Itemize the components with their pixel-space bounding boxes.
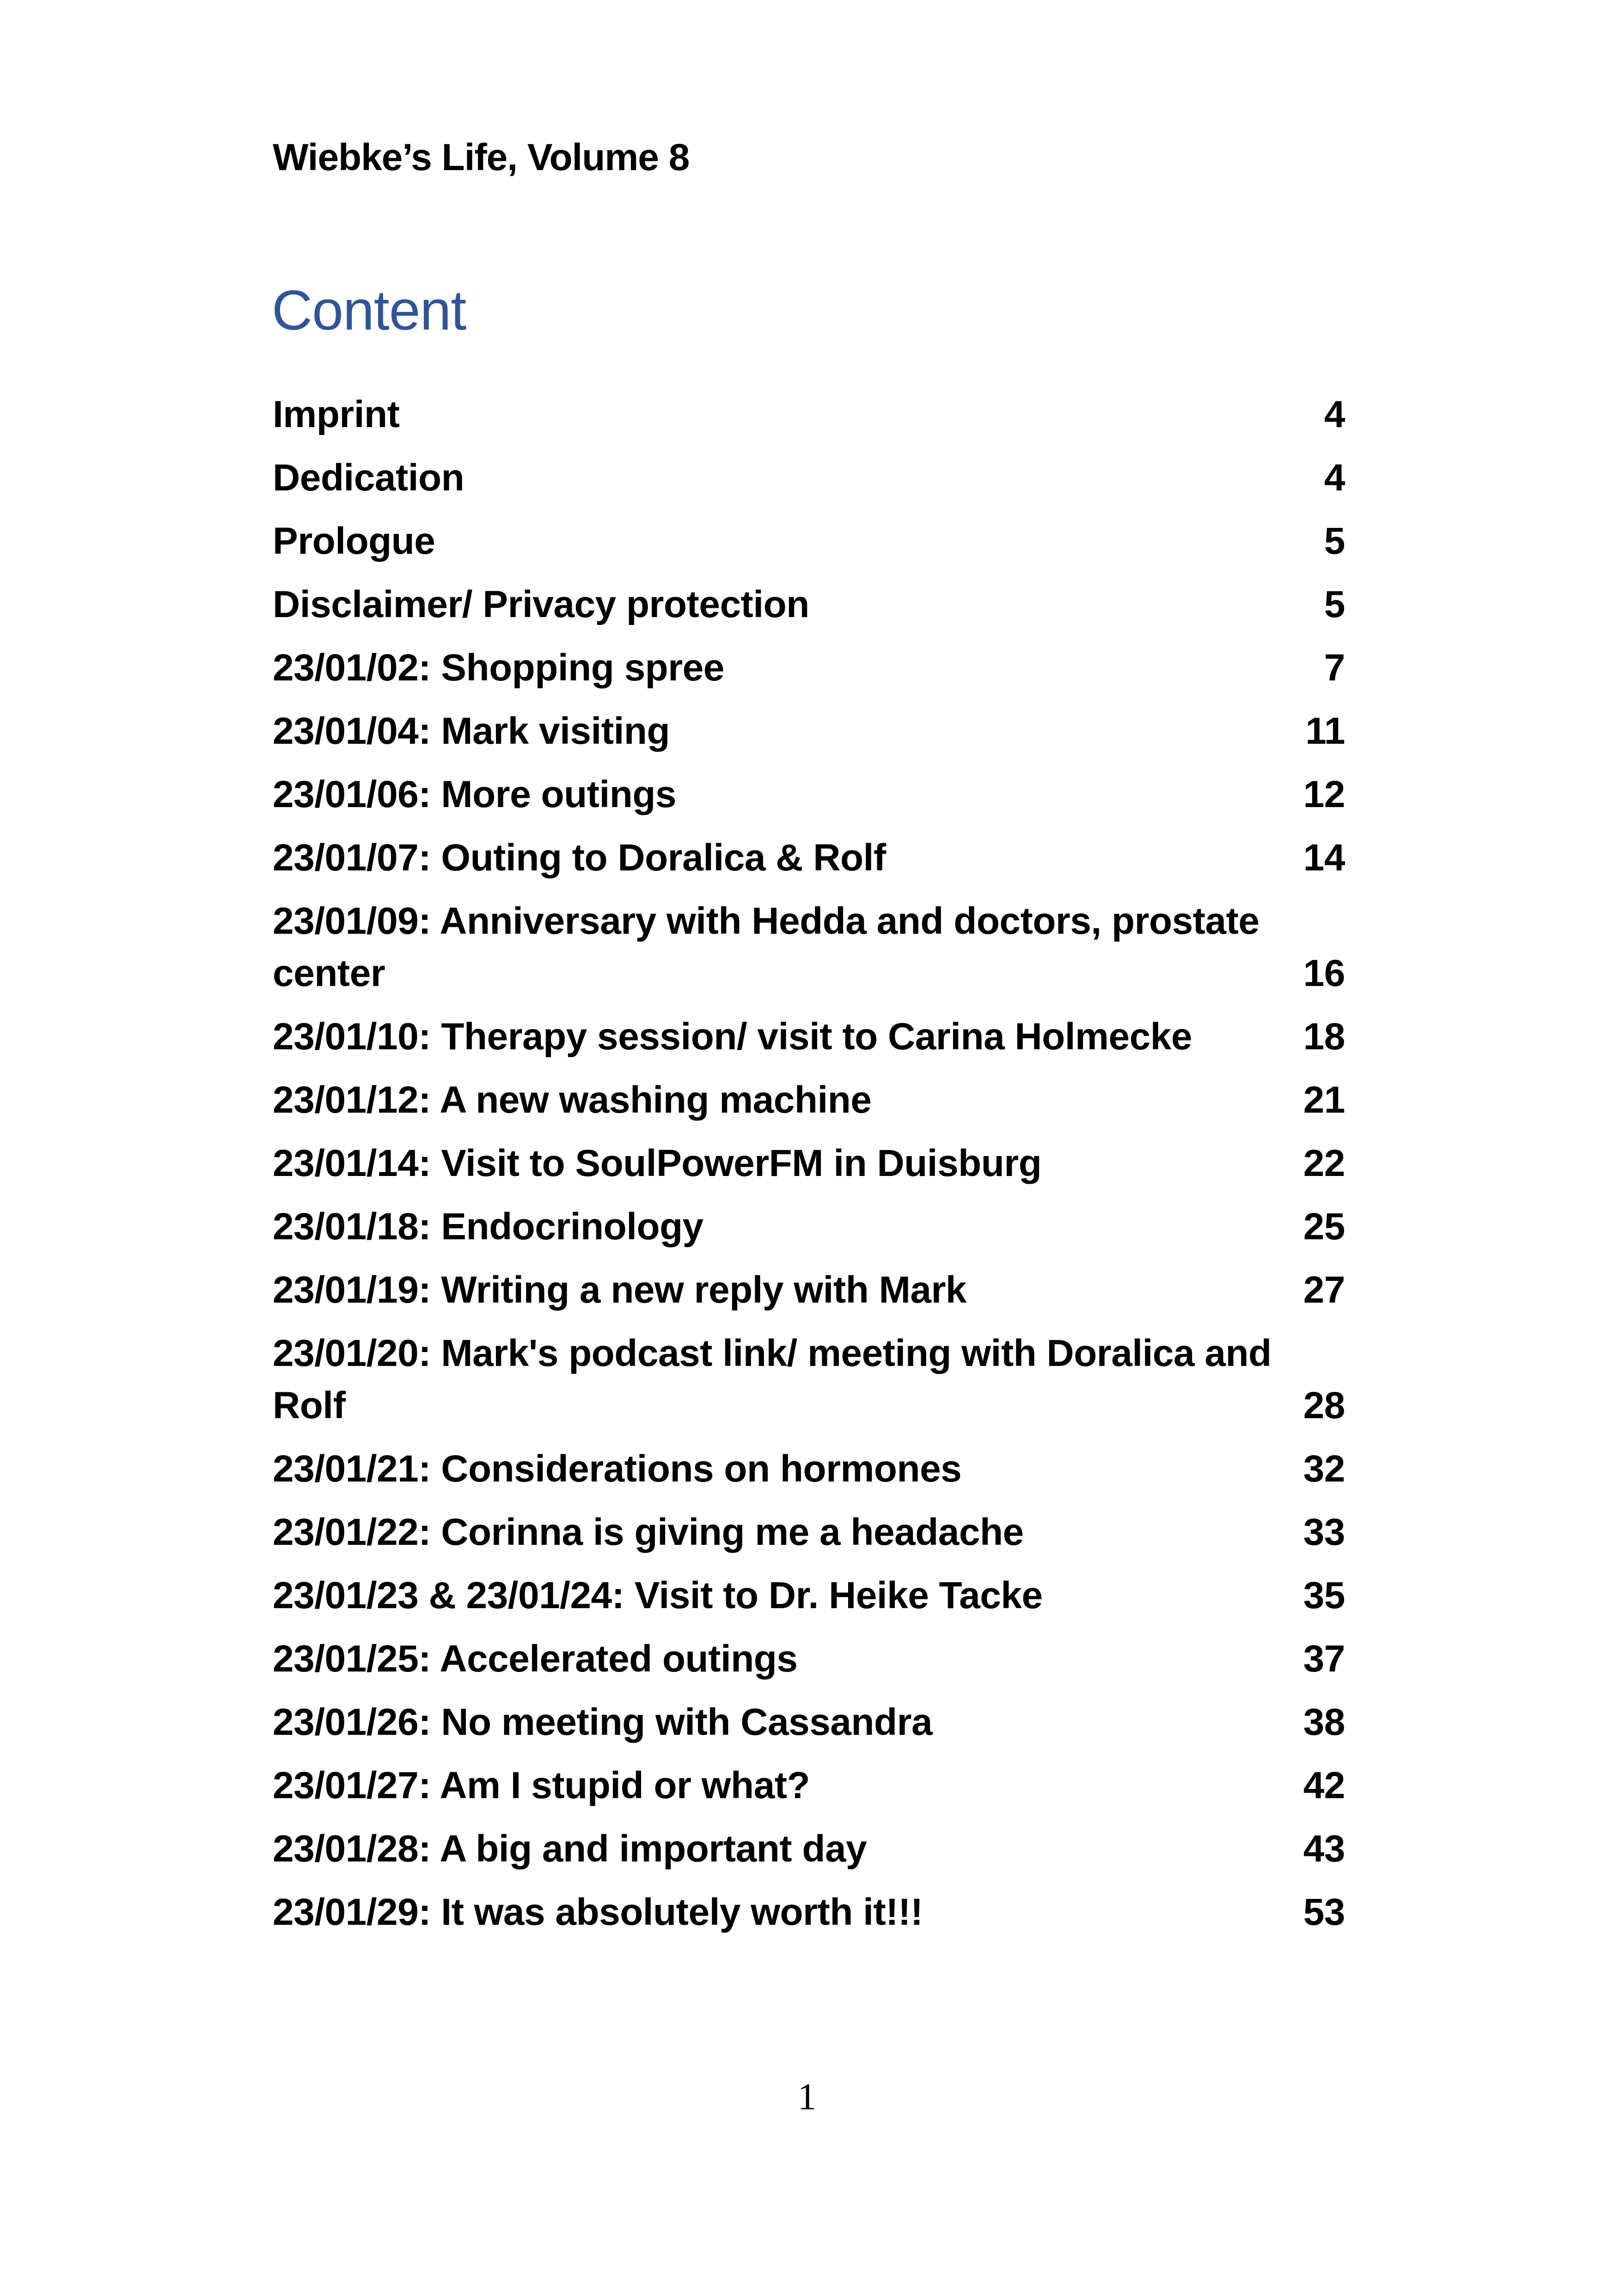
toc-entry[interactable]: [273, 578, 1345, 631]
toc-entry-label: 23/01/09: Anniversary with Hedda and doctors, prostate center: [273, 900, 1259, 994]
toc-entry[interactable]: [273, 515, 1345, 567]
toc-entry-label: 23/01/21: Considerations on hormones: [273, 1448, 962, 1490]
toc-entry-page: 11: [1305, 710, 1345, 752]
toc-entry-page: 25: [1303, 1206, 1345, 1248]
toc-entry-label: 23/01/22: Corinna is giving me a headache: [273, 1511, 1024, 1553]
toc-entry-label: 23/01/29: It was absolutely worth it!!!: [273, 1891, 923, 1933]
book-title: Wiebke’s Life, Volume 8: [273, 136, 690, 178]
toc-entry-page: 43: [1303, 1828, 1345, 1870]
page-number: 1: [797, 2076, 817, 2118]
toc-entry[interactable]: [273, 452, 1345, 504]
toc-entry-page: 4: [1324, 457, 1345, 499]
toc-entry-page: 21: [1303, 1079, 1345, 1121]
toc-entry-label: 23/01/14: Visit to SoulPowerFM in Duisburg: [273, 1142, 1042, 1184]
toc-entry[interactable]: [273, 832, 1345, 884]
toc-entry-page: 5: [1324, 583, 1345, 625]
toc-entry[interactable]: [273, 1569, 1345, 1622]
toc-entry-label: 23/01/04: Mark visiting: [273, 710, 670, 752]
toc-entry-label: 23/01/27: Am I stupid or what?: [273, 1764, 810, 1806]
toc-entry-page: 37: [1303, 1638, 1345, 1680]
toc-entry-label: 23/01/12: A new washing machine: [273, 1079, 872, 1121]
toc-entry[interactable]: [273, 1010, 1345, 1063]
toc-entry-label: 23/01/18: Endocrinology: [273, 1206, 703, 1248]
toc-entry[interactable]: [273, 1137, 1345, 1189]
toc-entry-label: Prologue: [273, 520, 435, 562]
toc-entry[interactable]: [273, 1759, 1345, 1812]
toc-entry-page: 4: [1324, 393, 1345, 435]
toc-entry[interactable]: [273, 642, 1345, 694]
toc-entry-page: 53: [1303, 1891, 1345, 1933]
toc-entry-label: Imprint: [273, 393, 400, 435]
toc-entry-page: 14: [1303, 837, 1345, 879]
toc-entry-label: 23/01/06: More outings: [273, 773, 677, 815]
toc-entry-label: Dedication: [273, 457, 465, 499]
toc-entry[interactable]: [273, 1443, 1345, 1495]
toc-entry-label: 23/01/20: Mark's podcast link/ meeting with Doralica and Rolf: [273, 1332, 1272, 1427]
toc-entry-page: 38: [1303, 1701, 1345, 1743]
toc-entry[interactable]: [273, 1506, 1345, 1558]
toc-entry-page: 35: [1303, 1574, 1345, 1616]
toc-entry[interactable]: [273, 768, 1345, 820]
toc-entry[interactable]: [273, 1264, 1345, 1316]
toc-entry-page: 22: [1303, 1142, 1345, 1184]
toc-entry-page: 27: [1303, 1269, 1345, 1311]
toc-entry[interactable]: [273, 1886, 1345, 1938]
toc-entry-label: 23/01/19: Writing a new reply with Mark: [273, 1269, 967, 1311]
toc-entry-page: 16: [1303, 952, 1345, 994]
toc-entry[interactable]: [273, 1823, 1345, 1875]
toc-entry-page: 12: [1303, 773, 1345, 815]
toc-entry-label: 23/01/26: No meeting with Cassandra: [273, 1701, 933, 1743]
toc-entry[interactable]: [273, 705, 1345, 757]
toc-entry[interactable]: [273, 1327, 1345, 1432]
toc-entry-page: 42: [1303, 1764, 1345, 1806]
toc-entry-label: 23/01/10: Therapy session/ visit to Carina Holmecke: [273, 1016, 1192, 1058]
toc-entry[interactable]: [273, 1696, 1345, 1748]
toc-entry-page: 33: [1303, 1511, 1345, 1553]
toc-entry-label: Disclaimer/ Privacy protection: [273, 583, 809, 625]
toc-entry[interactable]: [273, 895, 1345, 999]
toc-entry-label: 23/01/23 & 23/01/24: Visit to Dr. Heike Tacke: [273, 1574, 1043, 1616]
toc-entry-page: 32: [1303, 1448, 1345, 1490]
toc-entry-label: 23/01/02: Shopping spree: [273, 647, 724, 689]
toc-entry[interactable]: [273, 1200, 1345, 1253]
table-of-contents: [273, 388, 1345, 1949]
toc-entry-page: 28: [1303, 1384, 1345, 1427]
toc-heading: Content: [272, 279, 466, 342]
toc-entry-page: 5: [1324, 520, 1345, 562]
toc-entry[interactable]: [273, 1074, 1345, 1126]
toc-entry-page: 7: [1324, 647, 1345, 689]
toc-entry-label: 23/01/28: A big and important day: [273, 1828, 867, 1870]
toc-entry-label: 23/01/07: Outing to Doralica & Rolf: [273, 837, 886, 879]
toc-entry[interactable]: [273, 388, 1345, 441]
toc-entry[interactable]: [273, 1633, 1345, 1685]
toc-entry-label: 23/01/25: Accelerated outings: [273, 1638, 798, 1680]
toc-entry-page: 18: [1303, 1016, 1345, 1058]
